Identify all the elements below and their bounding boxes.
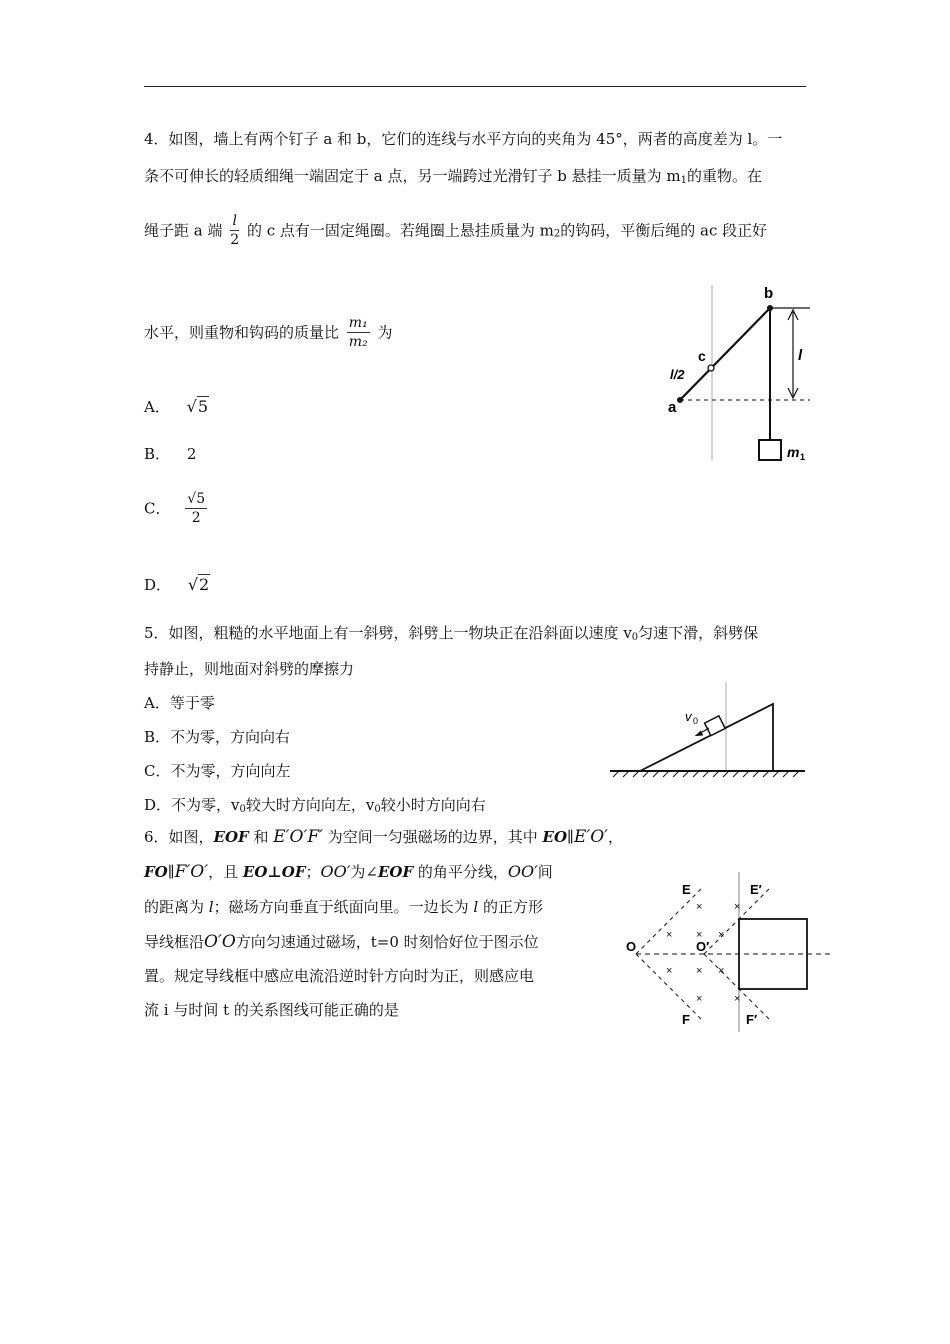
field-x-icon: ×: [718, 965, 725, 977]
q5-figure-incline: [605, 680, 810, 780]
q6-text: 和: [248, 828, 274, 846]
label-m1-sub: 1: [800, 452, 806, 462]
frac-den: 2: [191, 510, 201, 526]
frac-num: √5: [187, 491, 206, 507]
q6-math: E′O′: [573, 827, 609, 847]
sliding-block: [705, 716, 726, 736]
q6-text: ；磁场方向垂直于纸面向里。一边长为: [213, 898, 474, 916]
q5-d-sub1: 0: [239, 804, 246, 815]
q4-figure-rope-pegs: [660, 280, 820, 465]
frac-den: 2: [230, 232, 240, 248]
q4-sub-2: 2: [553, 228, 561, 240]
q5-d-text-b: 较大时方向向左，v: [245, 796, 375, 814]
q6-text: ；: [305, 863, 321, 881]
q6-figure-magnetic-field: [620, 872, 835, 1032]
boundary-FO: [636, 954, 702, 1020]
q6-text: 的正方形: [478, 898, 543, 916]
label-F-prime: F′: [746, 1012, 758, 1027]
q4-option-c: [144, 490, 210, 527]
q4-line2: [144, 165, 762, 186]
q6-text: 间: [537, 863, 553, 881]
wedge: [640, 704, 773, 771]
field-x-icon: ×: [666, 965, 673, 977]
header-rule: [144, 86, 806, 87]
rope-ab: [680, 308, 770, 400]
q6-math: l: [473, 898, 479, 916]
sqrt-expr: √5: [186, 397, 209, 416]
q4-text-3c: 的钩码，平衡后绳的 ac 段正好: [560, 221, 768, 240]
q6-math: EO: [542, 828, 568, 846]
q4-line4: [144, 314, 392, 351]
q6-line2: [144, 861, 553, 882]
q6-math: EOF: [377, 863, 414, 881]
q6-text: 的角平分线，: [413, 863, 508, 881]
q6-text: ∥: [167, 863, 175, 881]
q6-text: 的距离为: [144, 898, 209, 916]
field-x-icon: ×: [666, 929, 673, 941]
label-c: c: [698, 348, 706, 364]
label-E-prime: E′: [750, 882, 762, 897]
label-a: a: [668, 399, 677, 416]
field-x-icon: ×: [734, 993, 741, 1005]
radicand: 5: [197, 397, 209, 416]
radicand: 2: [199, 575, 210, 594]
sqrt-fraction: [185, 490, 207, 527]
q6-line5: 置。规定导线框中感应电流沿逆时针方向时为正，则感应电: [144, 967, 535, 985]
field-x-icon: ×: [696, 993, 703, 1005]
q5-option-d: [144, 794, 486, 815]
q4-text-4b: 为: [377, 323, 393, 342]
label-O: O: [626, 939, 637, 954]
q4-fraction-l2: [230, 212, 239, 249]
q4-text-1: 4．如图，墙上有两个钉子 a 和 b，它们的连线与水平方向的夹角为 45°，两者的高度差为 l。一: [144, 130, 783, 148]
field-x-icon: ×: [696, 901, 703, 913]
q5-line2: 持静止，则地面对斜劈的摩擦力: [144, 660, 355, 678]
q5-option-c: C．不为零，方向向左: [144, 762, 291, 780]
q6-line1: [144, 826, 623, 847]
option-label: C．: [144, 499, 171, 518]
weight-m1: [759, 440, 781, 460]
q5-option-b: B．不为零，方向向右: [144, 728, 291, 746]
ratio-den: m₂: [348, 334, 368, 350]
field-x-icon: ×: [718, 929, 725, 941]
q6-line6: 流 i 与时间 t 的关系图线可能正确的是: [144, 1001, 399, 1019]
boundary-E2O2: [704, 888, 770, 954]
rope-loop-c: [708, 365, 714, 371]
q6-text: 导线框沿: [144, 933, 205, 951]
option-label: D．: [144, 576, 172, 594]
q6-math: l: [208, 898, 214, 916]
label-l: l: [798, 347, 803, 364]
field-x-icon: ×: [734, 901, 741, 913]
q5-sub: 0: [631, 632, 639, 643]
q5-d-sub2: 0: [374, 804, 381, 815]
q5-d-text-c: 较小时方向向右: [380, 796, 486, 814]
radicand: 5: [196, 491, 206, 507]
q5-line1: [144, 622, 758, 643]
q6-math: F′O′: [174, 862, 209, 882]
q4-mass-ratio: [347, 314, 370, 351]
q4-sub-1: 1: [680, 175, 687, 186]
q6-text: ∥: [567, 828, 574, 846]
boundary-EO: [636, 888, 702, 954]
boundary-F2O2: [704, 954, 770, 1020]
q5-text-1b: 匀速下滑，斜劈保: [638, 624, 759, 642]
q4-line1: [144, 128, 782, 149]
field-x-icon: ×: [696, 965, 703, 977]
q6-text: 6．如图，: [144, 828, 214, 846]
q6-text: 为空间一匀强磁场的边界，其中: [322, 828, 543, 846]
label-E: E: [682, 882, 691, 897]
option-label: B．: [144, 445, 171, 463]
label-F: F: [682, 1012, 690, 1027]
q6-math: EOF: [213, 828, 249, 846]
q6-text: ，: [608, 828, 624, 846]
q5-d-text-a: D．不为零，v: [144, 796, 240, 814]
label-v: v: [685, 709, 692, 724]
q5-option-a: A．等于零: [144, 694, 215, 712]
label-m1: m: [787, 444, 800, 460]
q6-math: E′O′F′: [273, 827, 323, 847]
q5-text-1a: 5．如图，粗糙的水平地面上有一斜劈，斜劈上一物块正在沿斜面以速度 v: [144, 624, 632, 642]
field-x-icon: ×: [696, 929, 703, 941]
option-label: A．: [144, 398, 170, 416]
q6-text: ，且: [208, 863, 243, 881]
q4-option-a: [144, 396, 209, 417]
q4-text-3a: 绳子距 a 端: [144, 221, 223, 240]
q4-option-d: [144, 574, 210, 595]
label-O-prime: O′: [696, 939, 710, 954]
q6-math: OO′: [507, 862, 538, 881]
label-b: b: [764, 285, 774, 302]
q6-math: EO⊥OF: [242, 863, 306, 881]
ratio-num: m₁: [348, 315, 368, 331]
label-l-half: l/2: [670, 367, 685, 382]
q4-line3: [144, 212, 767, 249]
q6-line4: [144, 931, 539, 952]
q4-text-2b: 的重物。在: [687, 167, 763, 185]
q6-math: FO: [144, 863, 168, 881]
q6-math: OO′: [320, 862, 351, 881]
label-v-sub: 0: [693, 716, 699, 726]
option-value: 2: [186, 445, 197, 463]
q4-option-b: [144, 443, 196, 464]
q6-line3: [144, 896, 543, 917]
frac-num: l: [230, 212, 239, 231]
q4-text-2a: 条不可伸长的轻质细绳一端固定于 a 点，另一端跨过光滑钉子 b 悬挂一质量为 m: [144, 167, 681, 185]
q6-text: 为∠: [350, 863, 378, 881]
sqrt-expr: √2: [187, 575, 210, 594]
q6-math: O′O: [204, 932, 236, 952]
q4-text-4a: 水平，则重物和钩码的质量比: [144, 323, 340, 342]
q4-text-3b: 的 c 点有一固定绳圈。若绳圈上悬挂质量为 m: [246, 221, 554, 240]
q6-text: 方向匀速通过磁场，t=0 时刻恰好位于图示位: [235, 933, 539, 951]
